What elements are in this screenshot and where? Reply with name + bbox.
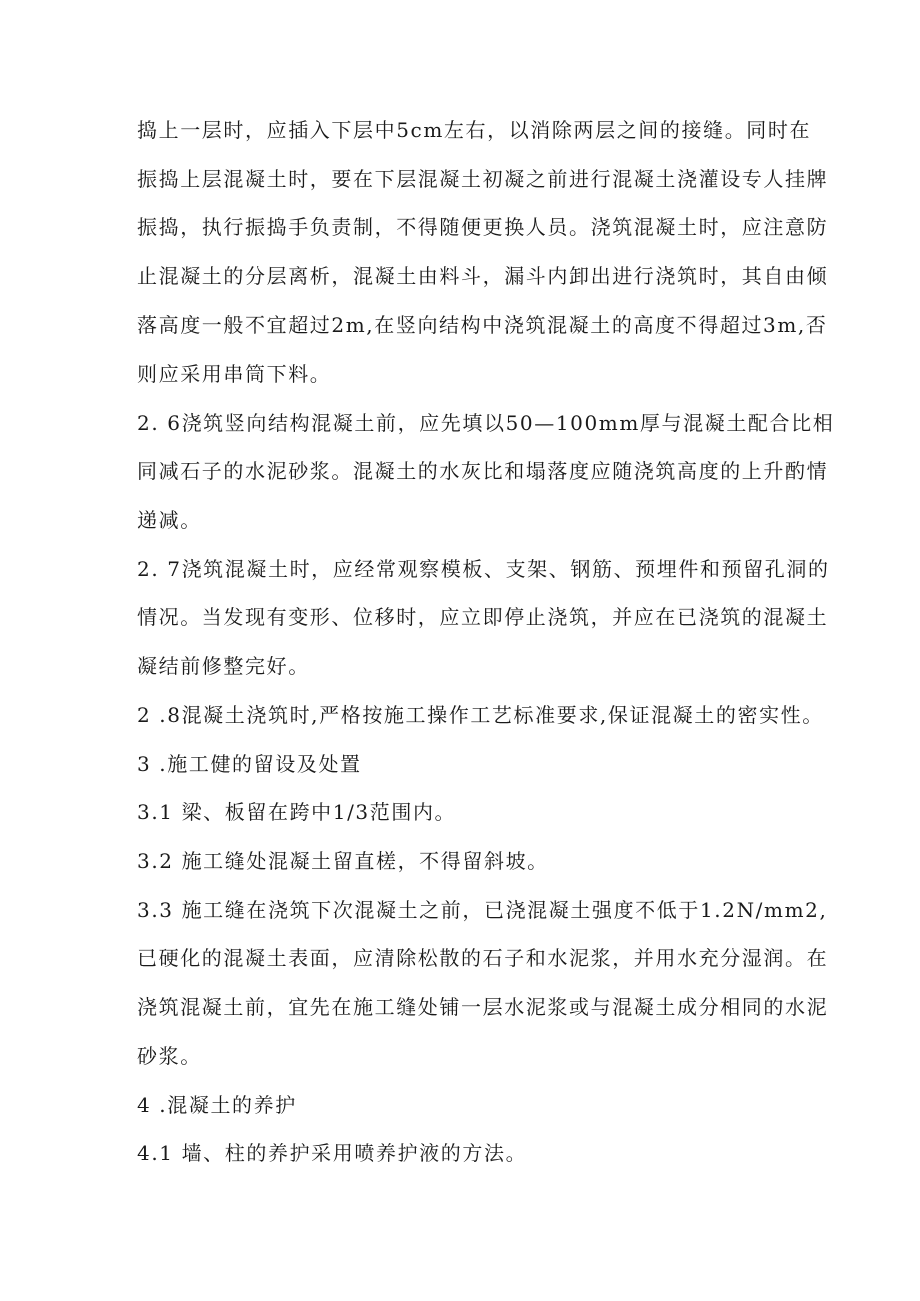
text-line: 情况。当发现有变形、位移时，应立即停止浇筑，并应在已浇筑的混凝土 <box>137 605 829 629</box>
text-line: 2 .8混凝土浇筑时,严格按施工操作工艺标准要求,保证混凝土的密实性。 <box>137 703 824 727</box>
text-line: 4 .混凝土的养护 <box>137 1093 297 1117</box>
text-line: 浇筑混凝土前，宜先在施工缝处铺一层水泥浆或与混凝土成分相同的水泥 <box>137 995 829 1019</box>
text-line: 落高度一般不宜超过2m,在竖向结构中浇筑混凝土的高度不得超过3m,否 <box>137 313 828 337</box>
text-line: 3.1 梁、板留在跨中1/3范围内。 <box>137 800 457 824</box>
text-line: 3.3 施工缝在浇筑下次混凝土之前，已浇混凝土强度不低于1.2N/mm2, <box>137 898 828 922</box>
text-line: 凝结前修整完好。 <box>137 654 310 678</box>
text-line: 3.2 施工缝处混凝土留直槎，不得留斜坡。 <box>137 849 549 873</box>
text-line: 砂浆。 <box>137 1044 202 1068</box>
text-line: 2. 7浇筑混凝土时，应经常观察模板、支架、钢筋、预埋件和预留孔洞的 <box>137 557 830 581</box>
text-line: 4.1 墙、柱的养护采用喷养护液的方法。 <box>137 1141 528 1165</box>
text-line: 振捣上层混凝土时，要在下层混凝土初凝之前进行混凝土浇灌设专人挂牌 <box>137 167 829 191</box>
text-line: 3 .施工健的留设及处置 <box>137 752 362 776</box>
text-line: 止混凝土的分层离析，混凝土由料斗，漏斗内卸出进行浇筑时，其自由倾 <box>137 264 829 288</box>
text-line: 2. 6浇筑竖向结构混凝土前，应先填以50—100mm厚与混凝土配合比相 <box>137 411 835 435</box>
text-line: 则应采用串筒下料。 <box>137 362 332 386</box>
text-line: 振捣，执行振捣手负责制，不得随便更换人员。浇筑混凝土时，应注意防 <box>137 215 829 239</box>
text-line: 递减。 <box>137 508 202 532</box>
text-line: 捣上一层时，应插入下层中5cm左右，以消除两层之间的接缝。同时在 <box>137 118 812 142</box>
text-line: 同减石子的水泥砂浆。混凝土的水灰比和塌落度应随浇筑高度的上升酌情 <box>137 459 829 483</box>
text-line: 已硬化的混凝土表面，应清除松散的石子和水泥浆，并用水充分湿润。在 <box>137 946 829 970</box>
